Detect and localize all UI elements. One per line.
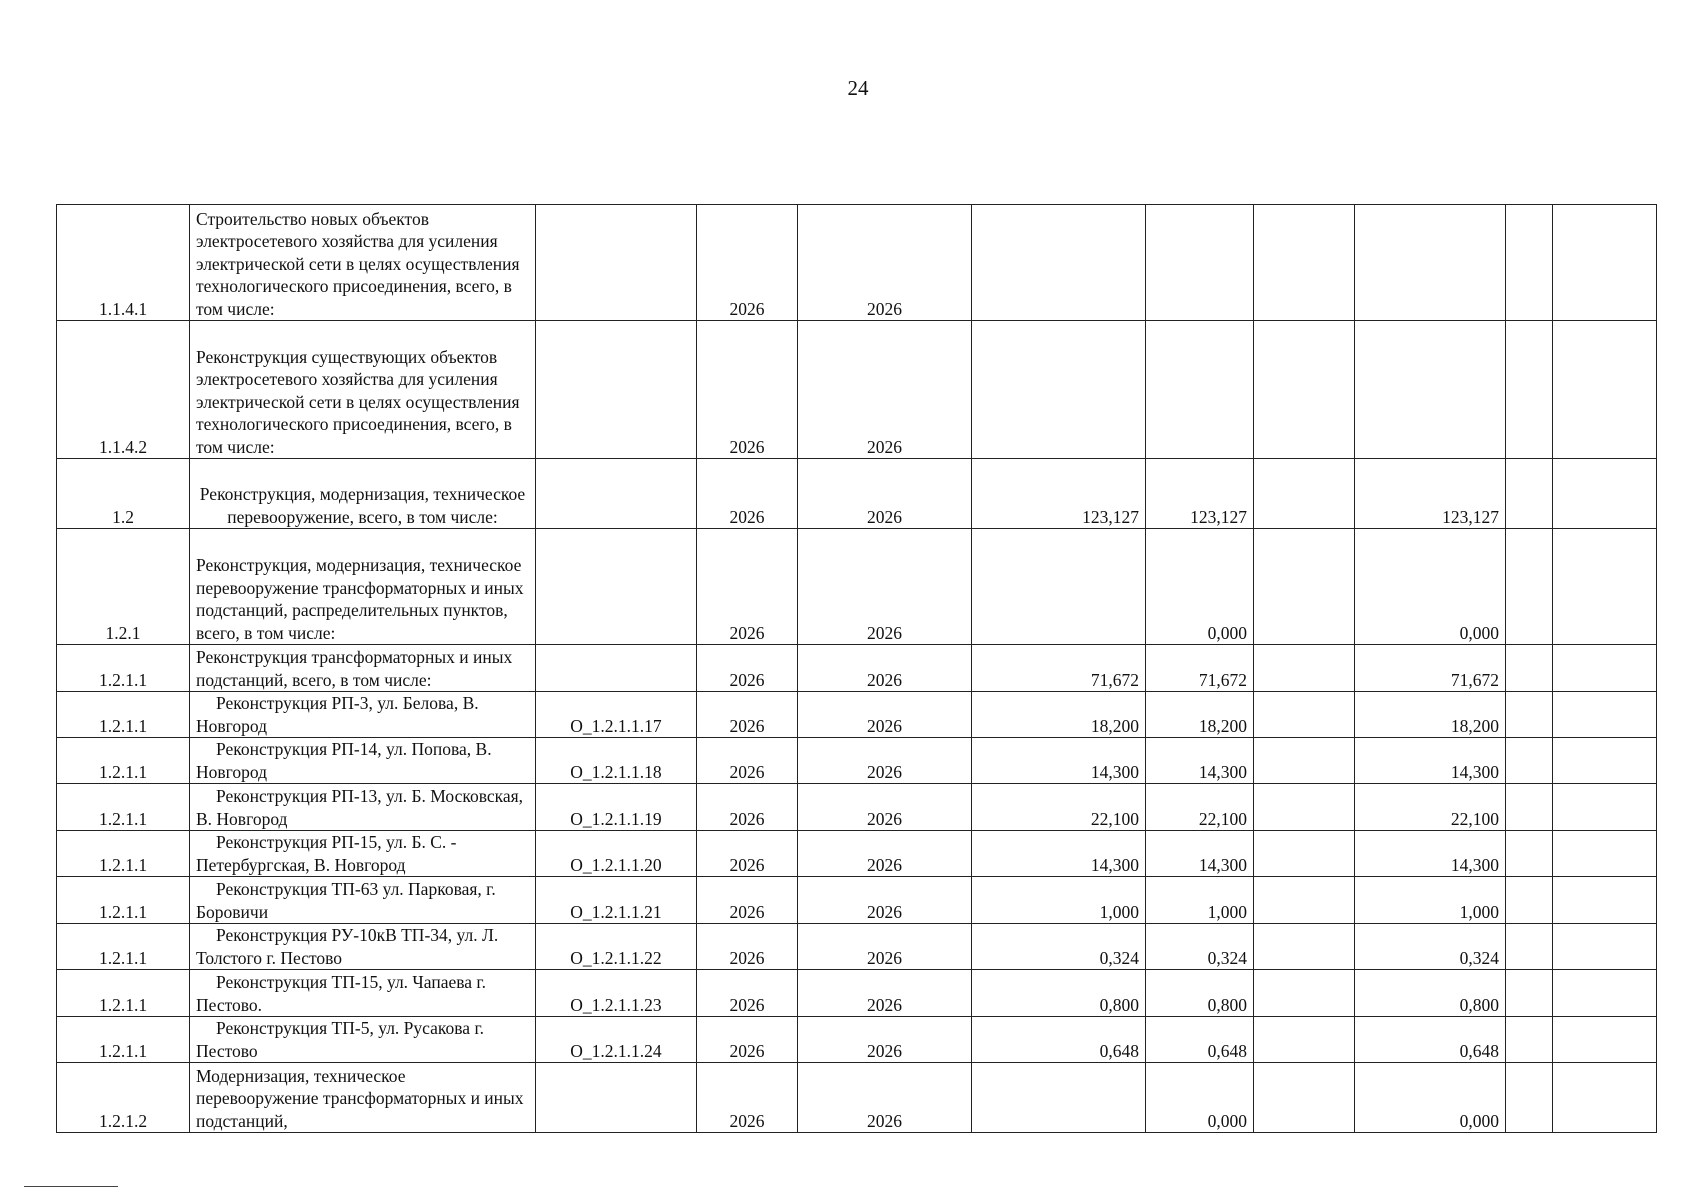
row-value-6 <box>1553 924 1657 970</box>
row-code: 1.2.1.1 <box>57 692 190 738</box>
row-value-2: 0,000 <box>1146 529 1254 645</box>
row-value-5 <box>1506 738 1553 784</box>
row-value-3 <box>1254 1063 1355 1133</box>
table-row <box>57 321 1657 459</box>
row-name <box>190 1017 536 1063</box>
row-name-text: Реконструкция РП-3, ул. Белова, В. Новгород <box>196 693 479 736</box>
row-value-1: 0,800 <box>972 970 1146 1017</box>
row-year-end: 2026 <box>798 529 972 645</box>
row-value-5 <box>1506 877 1553 924</box>
row-code: 1.2.1 <box>57 529 190 645</box>
row-value-2 <box>1146 205 1254 321</box>
row-value-1 <box>972 205 1146 321</box>
row-value-4: 0,648 <box>1355 1017 1506 1063</box>
row-value-4: 0,000 <box>1355 529 1506 645</box>
row-value-4: 18,200 <box>1355 692 1506 738</box>
table-row <box>57 831 1657 877</box>
table-row <box>57 877 1657 924</box>
row-value-1: 0,648 <box>972 1017 1146 1063</box>
row-value-4: 0,000 <box>1355 1063 1506 1133</box>
row-code: 1.2.1.1 <box>57 784 190 831</box>
row-value-5 <box>1506 205 1553 321</box>
row-object-id: O_1.2.1.1.23 <box>536 970 697 1017</box>
table-row <box>57 738 1657 784</box>
row-code: 1.2 <box>57 459 190 529</box>
row-value-1: 14,300 <box>972 831 1146 877</box>
row-name: Строительство новых объектов электросетевого хозяйства для усиления электрической сети в целях осуществления технологического присоединения, всего, в том числе: <box>190 205 536 321</box>
row-year-end: 2026 <box>798 321 972 459</box>
row-value-5 <box>1506 321 1553 459</box>
row-object-id <box>536 529 697 645</box>
row-year-start: 2026 <box>697 831 798 877</box>
row-year-start: 2026 <box>697 645 798 692</box>
row-value-3 <box>1254 970 1355 1017</box>
row-year-end: 2026 <box>798 877 972 924</box>
row-value-3 <box>1254 645 1355 692</box>
row-name <box>190 692 536 738</box>
investment-program-table <box>56 204 1657 1133</box>
row-code: 1.2.1.1 <box>57 877 190 924</box>
row-value-4: 14,300 <box>1355 738 1506 784</box>
row-year-start: 2026 <box>697 692 798 738</box>
row-value-4: 22,100 <box>1355 784 1506 831</box>
row-value-5 <box>1506 692 1553 738</box>
row-code: 1.2.1.1 <box>57 645 190 692</box>
row-name: Реконструкция трансформаторных и иных подстанций, всего, в том числе: <box>190 645 536 692</box>
row-value-6 <box>1553 459 1657 529</box>
row-value-3 <box>1254 784 1355 831</box>
row-name <box>190 738 536 784</box>
row-year-start: 2026 <box>697 1017 798 1063</box>
row-code: 1.1.4.2 <box>57 321 190 459</box>
row-value-6 <box>1553 1017 1657 1063</box>
row-value-3 <box>1254 831 1355 877</box>
row-value-6 <box>1553 738 1657 784</box>
row-value-3 <box>1254 1017 1355 1063</box>
row-name-text: Реконструкция РУ-10кВ ТП-34, ул. Л. Толстого г. Пестово <box>196 925 499 968</box>
row-year-start: 2026 <box>697 970 798 1017</box>
row-value-4: 71,672 <box>1355 645 1506 692</box>
row-object-id: O_1.2.1.1.21 <box>536 877 697 924</box>
row-value-5 <box>1506 1063 1553 1133</box>
row-name-text: Реконструкция ТП-5, ул. Русакова г. Пестово <box>196 1018 485 1061</box>
table-row <box>57 692 1657 738</box>
row-year-start: 2026 <box>697 529 798 645</box>
row-year-start: 2026 <box>697 877 798 924</box>
row-value-1 <box>972 1063 1146 1133</box>
footnote-separator <box>24 1186 118 1187</box>
row-value-1: 0,324 <box>972 924 1146 970</box>
row-value-6 <box>1553 692 1657 738</box>
row-value-6 <box>1553 970 1657 1017</box>
row-value-5 <box>1506 645 1553 692</box>
table-row <box>57 459 1657 529</box>
row-code: 1.2.1.2 <box>57 1063 190 1133</box>
row-year-end: 2026 <box>798 784 972 831</box>
row-year-end: 2026 <box>798 205 972 321</box>
row-value-6 <box>1553 1063 1657 1133</box>
row-value-2: 123,127 <box>1146 459 1254 529</box>
row-code: 1.1.4.1 <box>57 205 190 321</box>
row-value-1: 14,300 <box>972 738 1146 784</box>
table-row <box>57 970 1657 1017</box>
row-name-text: Реконструкция РП-15, ул. Б. С. - Петербургская, В. Новгород <box>196 832 457 875</box>
row-value-6 <box>1553 529 1657 645</box>
row-value-6 <box>1553 645 1657 692</box>
row-name-text: Реконструкция ТП-15, ул. Чапаева г. Пестово. <box>196 972 486 1015</box>
row-value-2: 14,300 <box>1146 738 1254 784</box>
row-year-start: 2026 <box>697 784 798 831</box>
row-value-2: 0,648 <box>1146 1017 1254 1063</box>
row-year-end: 2026 <box>798 970 972 1017</box>
row-value-3 <box>1254 924 1355 970</box>
row-value-1 <box>972 529 1146 645</box>
row-value-2: 71,672 <box>1146 645 1254 692</box>
row-year-end: 2026 <box>798 738 972 784</box>
row-value-2: 22,100 <box>1146 784 1254 831</box>
row-value-5 <box>1506 529 1553 645</box>
row-name-text: Реконструкция ТП-63 ул. Парковая, г. Боровичи <box>196 879 496 922</box>
row-year-end: 2026 <box>798 831 972 877</box>
row-value-5 <box>1506 831 1553 877</box>
row-value-5 <box>1506 924 1553 970</box>
row-value-2 <box>1146 321 1254 459</box>
row-value-4: 123,127 <box>1355 459 1506 529</box>
row-year-start: 2026 <box>697 924 798 970</box>
row-value-2: 0,800 <box>1146 970 1254 1017</box>
row-object-id: O_1.2.1.1.18 <box>536 738 697 784</box>
row-object-id: O_1.2.1.1.17 <box>536 692 697 738</box>
row-object-id: O_1.2.1.1.22 <box>536 924 697 970</box>
row-value-1: 1,000 <box>972 877 1146 924</box>
row-year-end: 2026 <box>798 1017 972 1063</box>
row-name <box>190 970 536 1017</box>
row-year-end: 2026 <box>798 1063 972 1133</box>
row-year-end: 2026 <box>798 459 972 529</box>
row-value-6 <box>1553 831 1657 877</box>
row-year-start: 2026 <box>697 738 798 784</box>
row-year-start: 2026 <box>697 1063 798 1133</box>
table-row <box>57 529 1657 645</box>
table-body <box>57 205 1657 1133</box>
table-row <box>57 924 1657 970</box>
row-value-4: 0,800 <box>1355 970 1506 1017</box>
row-value-3 <box>1254 692 1355 738</box>
row-value-3 <box>1254 321 1355 459</box>
table-row <box>57 205 1657 321</box>
row-name <box>190 784 536 831</box>
row-value-2: 1,000 <box>1146 877 1254 924</box>
row-value-5 <box>1506 1017 1553 1063</box>
row-name: Реконструкция существующих объектов электросетевого хозяйства для усиления электрической сети в целях осуществления технологического присоединения, всего, в том числе: <box>190 321 536 459</box>
row-object-id <box>536 459 697 529</box>
row-value-3 <box>1254 738 1355 784</box>
row-value-4: 0,324 <box>1355 924 1506 970</box>
row-code: 1.2.1.1 <box>57 970 190 1017</box>
row-name-text: Реконструкция РП-13, ул. Б. Московская, В. Новгород <box>196 786 524 829</box>
row-object-id: O_1.2.1.1.20 <box>536 831 697 877</box>
row-value-2: 0,000 <box>1146 1063 1254 1133</box>
row-code: 1.2.1.1 <box>57 738 190 784</box>
row-name <box>190 924 536 970</box>
row-value-4 <box>1355 321 1506 459</box>
row-value-1: 22,100 <box>972 784 1146 831</box>
row-value-6 <box>1553 877 1657 924</box>
row-value-6 <box>1553 784 1657 831</box>
row-value-1: 71,672 <box>972 645 1146 692</box>
table-row <box>57 784 1657 831</box>
row-value-5 <box>1506 459 1553 529</box>
row-year-start: 2026 <box>697 205 798 321</box>
row-name: Реконструкция, модернизация, техническое перевооружение, всего, в том числе: <box>190 459 536 529</box>
row-value-4: 1,000 <box>1355 877 1506 924</box>
page-number: 24 <box>847 76 869 100</box>
row-name: Реконструкция, модернизация, техническое перевооружение трансформаторных и иных подстанций, распределительных пунктов, всего, в том числе: <box>190 529 536 645</box>
row-value-1: 123,127 <box>972 459 1146 529</box>
row-name <box>190 877 536 924</box>
row-value-4 <box>1355 205 1506 321</box>
row-value-3 <box>1254 205 1355 321</box>
row-value-6 <box>1553 205 1657 321</box>
row-code: 1.2.1.1 <box>57 924 190 970</box>
row-code: 1.2.1.1 <box>57 831 190 877</box>
row-value-2: 14,300 <box>1146 831 1254 877</box>
row-year-start: 2026 <box>697 321 798 459</box>
table-row <box>57 1017 1657 1063</box>
row-year-end: 2026 <box>798 645 972 692</box>
row-value-4: 14,300 <box>1355 831 1506 877</box>
row-name: Модернизация, техническое перевооружение трансформаторных и иных подстанций, <box>190 1063 536 1133</box>
row-name-text: Реконструкция РП-14, ул. Попова, В. Новгород <box>196 739 492 782</box>
row-value-1: 18,200 <box>972 692 1146 738</box>
row-code: 1.2.1.1 <box>57 1017 190 1063</box>
row-year-end: 2026 <box>798 924 972 970</box>
row-value-5 <box>1506 970 1553 1017</box>
row-object-id <box>536 645 697 692</box>
row-object-id <box>536 1063 697 1133</box>
row-object-id <box>536 321 697 459</box>
row-value-3 <box>1254 529 1355 645</box>
row-year-start: 2026 <box>697 459 798 529</box>
row-value-2: 18,200 <box>1146 692 1254 738</box>
row-object-id <box>536 205 697 321</box>
row-value-2: 0,324 <box>1146 924 1254 970</box>
row-value-5 <box>1506 784 1553 831</box>
row-object-id: O_1.2.1.1.19 <box>536 784 697 831</box>
row-value-1 <box>972 321 1146 459</box>
row-value-3 <box>1254 459 1355 529</box>
row-object-id: O_1.2.1.1.24 <box>536 1017 697 1063</box>
row-value-3 <box>1254 877 1355 924</box>
row-value-6 <box>1553 321 1657 459</box>
table-row <box>57 1063 1657 1133</box>
row-name <box>190 831 536 877</box>
table-row <box>57 645 1657 692</box>
row-year-end: 2026 <box>798 692 972 738</box>
